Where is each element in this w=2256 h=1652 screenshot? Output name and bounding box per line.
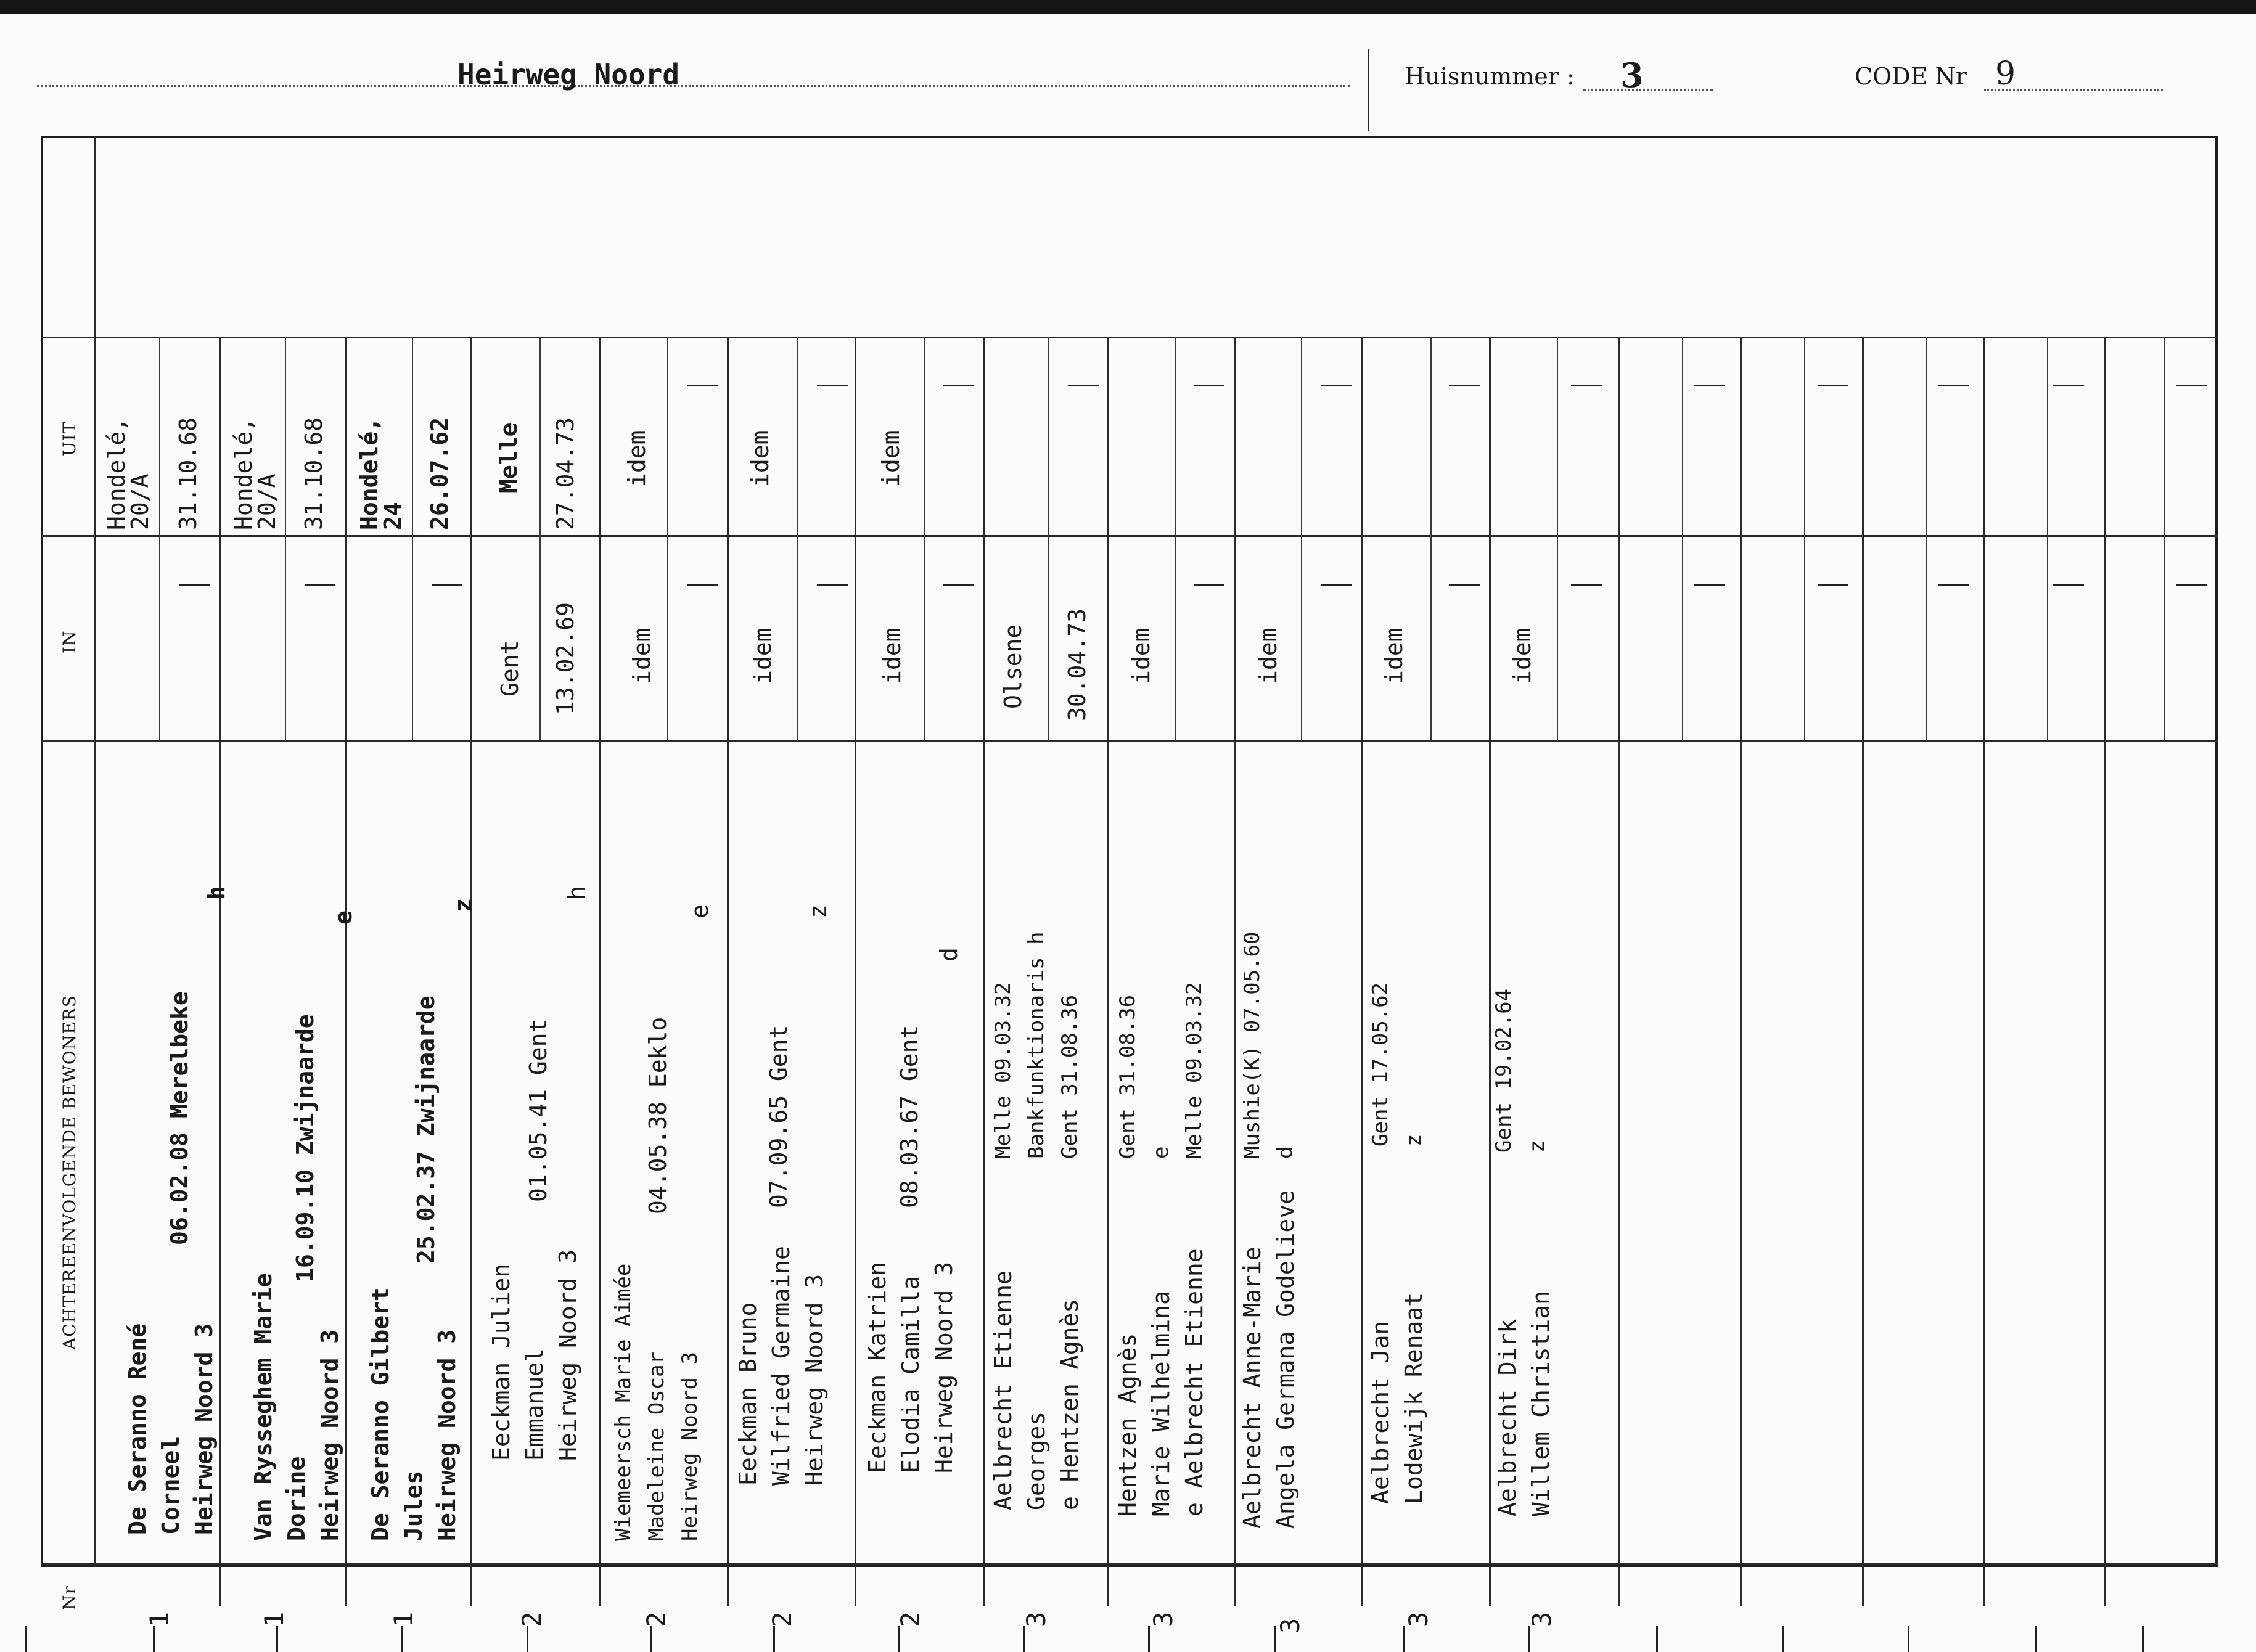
birth-info: 08.03.67 Gent: [896, 1024, 923, 1208]
gender-mark: z: [449, 898, 477, 912]
in-date: 13.02.69: [552, 602, 579, 715]
resident-name: Aelbrecht Etienne Georges e Hentzen Agnès: [990, 1270, 1083, 1510]
sub-divider: [1048, 337, 1049, 740]
sub-divider: [412, 337, 413, 740]
resident-name: Aelbrecht Dirk Willem Christian: [1494, 1290, 1554, 1516]
empty-dash: [1571, 385, 1602, 386]
empty-dash: [817, 584, 848, 586]
house-number-label: Huisnummer :: [1405, 63, 1575, 90]
sub-divider: [1926, 337, 1927, 740]
birth-info: 06.02.08 Merelbeke: [166, 991, 193, 1245]
resident-name: Eeckman Katrien Elodia Camilla Heirweg Noord 3: [864, 1261, 958, 1473]
empty-dash: [179, 584, 210, 586]
record-nr: 2: [641, 1611, 671, 1627]
out-place: Melle: [495, 422, 522, 493]
code-value: 9: [1995, 55, 2016, 92]
sub-divider: [797, 337, 798, 740]
sub-divider: [1175, 337, 1176, 740]
sub-divider: [924, 337, 925, 740]
record-nr: 3: [1275, 1617, 1305, 1634]
record-nr: 3: [1148, 1611, 1178, 1627]
house-number-underline: [1583, 89, 1713, 91]
empty-dash: [943, 385, 974, 386]
bottom-tick: [153, 1626, 155, 1652]
empty-dash: [1938, 385, 1969, 386]
sub-divider: [667, 337, 668, 740]
bottom-tick: [1656, 1626, 1658, 1652]
bottom-tick: [1908, 1626, 1909, 1652]
bottom-tick: [25, 1626, 27, 1652]
bottom-tick: [1403, 1626, 1405, 1652]
record-nr: 3: [1527, 1611, 1557, 1627]
in-place: Olsene: [999, 624, 1027, 709]
record-nr: 2: [517, 1611, 547, 1627]
in-place: idem: [1128, 628, 1155, 684]
bottom-tick: [1148, 1626, 1150, 1652]
sub-divider: [1682, 337, 1683, 740]
record-nr: 3: [1403, 1611, 1434, 1627]
bottom-tick: [1274, 1626, 1276, 1652]
in-top-rule: [41, 535, 2218, 537]
bottom-tick: [527, 1626, 528, 1652]
empty-dash: [1694, 584, 1725, 586]
bottom-tick: [1782, 1626, 1784, 1652]
in-place: idem: [1509, 628, 1536, 684]
col-divider: [599, 337, 601, 1606]
empty-dash: [2176, 385, 2207, 386]
record-nr: 3: [1021, 1611, 1051, 1627]
out-place: idem: [623, 430, 650, 487]
header-strip-divider: [94, 136, 96, 1567]
col-header-uit: UIT: [59, 421, 80, 456]
in-place: idem: [1255, 628, 1282, 684]
birth-info: 07.09.65 Gent: [765, 1024, 792, 1208]
resident-name: Wiemeersch Marie Aimée Madeleine Oscar Heirweg Noord 3: [611, 1263, 702, 1541]
birth-info: Gent 19.02.64 z: [1491, 988, 1549, 1153]
col-divider: [855, 337, 856, 1606]
empty-dash: [1818, 385, 1848, 386]
birth-info: 01.05.41 Gent: [525, 1018, 552, 1202]
record-nr: 1: [388, 1611, 419, 1627]
birth-info: Melle 09.03.32 Bankfunktionaris h Gent 31.08.36: [991, 931, 1082, 1159]
empty-dash: [1938, 584, 1969, 586]
empty-dash: [1818, 584, 1848, 586]
birth-info: Gent 17.05.62 z: [1368, 982, 1426, 1147]
col-divider: [1740, 337, 1742, 1606]
code-label: CODE Nr: [1855, 63, 1967, 90]
empty-dash: [1321, 385, 1352, 386]
gender-mark: z: [805, 904, 832, 918]
bottom-tick: [650, 1626, 652, 1652]
col-header-nr: Nr: [59, 1585, 80, 1610]
empty-dash: [1194, 385, 1224, 386]
record-nr: 2: [895, 1611, 925, 1627]
out-date: 31.10.68: [300, 417, 327, 530]
resident-name: Aelbrecht Jan Lodewijk Renaat: [1367, 1292, 1427, 1504]
bottom-tick: [773, 1626, 775, 1652]
empty-dash: [1449, 385, 1480, 386]
gender-mark: e: [686, 904, 713, 918]
sub-divider: [285, 337, 286, 740]
out-date: 27.04.73: [552, 417, 579, 530]
sub-divider: [539, 337, 541, 740]
empty-dash: [817, 385, 848, 386]
empty-dash: [2176, 584, 2207, 586]
col-divider: [470, 337, 472, 1606]
sub-divider: [2164, 337, 2165, 740]
birth-info: 04.05.38 Eeklo: [644, 1016, 671, 1214]
sub-divider: [159, 337, 160, 740]
empty-dash: [687, 584, 718, 586]
resident-name: De Seranno Gilbert Jules Heirweg Noord 3: [367, 1287, 461, 1541]
sub-divider: [1301, 337, 1302, 740]
empty-dash: [943, 584, 974, 586]
col-divider: [1983, 337, 1985, 1606]
resident-name: De Seranno René Corneel Heirweg Noord 3: [124, 1323, 218, 1535]
sub-divider: [1804, 337, 1805, 740]
birth-info: Gent 31.08.36 e Melle 09.03.32: [1115, 982, 1207, 1159]
empty-dash: [1068, 385, 1099, 386]
col-divider: [1107, 337, 1109, 1606]
residents-top-rule: [41, 740, 2218, 742]
house-number-value: 3: [1620, 55, 1644, 95]
out-date: 31.10.68: [174, 417, 202, 530]
bottom-tick: [1023, 1626, 1025, 1652]
empty-dash: [2053, 385, 2084, 386]
empty-dash: [2053, 584, 2084, 586]
empty-dash: [1194, 584, 1224, 586]
in-place: idem: [749, 628, 776, 684]
birth-info: Mushie(K) 07.05.60 d: [1240, 931, 1298, 1159]
out-place: Hondelé, 20/A: [230, 417, 281, 530]
nr-top-rule: [41, 1563, 2218, 1565]
resident-name: Eeckman Bruno Wilfried Germaine Heirweg Noord 3: [734, 1246, 828, 1486]
gender-mark: e: [330, 910, 357, 925]
bottom-tick: [1528, 1626, 1530, 1652]
col-divider: [2104, 337, 2106, 1606]
birth-info: 25.02.37 Zwijnaarde: [412, 996, 440, 1264]
col-divider: [1361, 337, 1363, 1606]
empty-dash: [305, 584, 335, 586]
resident-name: Van Rysseghem Marie Dorine Heirweg Noord 3: [250, 1273, 343, 1541]
out-place: idem: [747, 430, 774, 487]
in-place: idem: [879, 628, 906, 684]
bottom-tick: [2035, 1626, 2037, 1652]
in-date: 30.04.73: [1064, 608, 1091, 721]
in-place: idem: [1380, 628, 1408, 684]
empty-dash: [1571, 584, 1602, 586]
uit-top-rule: [41, 337, 2218, 338]
street-underline: [37, 85, 1350, 87]
out-place: Hondelé, 20/A: [103, 417, 154, 530]
col-header-residents: ACHTEREENVOLGENDE BEWONERS: [59, 995, 80, 1350]
sub-divider: [1557, 337, 1558, 740]
bottom-tick: [2142, 1626, 2144, 1652]
col-divider: [983, 337, 985, 1606]
col-divider: [1618, 337, 1620, 1606]
gender-mark: h: [203, 886, 230, 900]
out-place: idem: [877, 430, 904, 487]
resident-name: Hentzen Agnès Marie Wilhelmina e Aelbrecht Etienne: [1114, 1248, 1208, 1516]
resident-name: Eeckman Julien Emmanuel Heirweg Noord 3: [488, 1249, 581, 1461]
record-nr: 1: [144, 1611, 174, 1627]
empty-dash: [687, 385, 718, 386]
birth-info: 16.09.10 Zwijnaarde: [292, 1014, 319, 1282]
in-place: Gent: [496, 640, 523, 697]
empty-dash: [432, 584, 462, 586]
header-divider: [1368, 49, 1369, 131]
resident-name: Aelbrecht Anne-Marie Angela Germana Godelieve: [1239, 1190, 1299, 1529]
col-header-in: IN: [59, 630, 80, 653]
out-date: 26.07.62: [426, 417, 453, 530]
record-nr: 1: [259, 1611, 289, 1627]
gender-mark: d: [935, 947, 962, 962]
bottom-tick: [898, 1626, 900, 1652]
bottom-tick: [401, 1626, 403, 1652]
sub-divider: [1430, 337, 1432, 740]
street-name: Heirweg Noord: [457, 58, 680, 91]
gender-mark: h: [563, 886, 590, 900]
col-divider: [727, 337, 729, 1606]
empty-dash: [1694, 385, 1725, 386]
col-divider: [1862, 337, 1864, 1606]
out-place: Hondelé, 24: [356, 417, 406, 530]
scan-top-border: [0, 0, 2256, 14]
in-place: idem: [628, 628, 655, 684]
record-nr: 2: [767, 1611, 797, 1627]
bottom-tick: [276, 1626, 278, 1652]
empty-dash: [1449, 584, 1480, 586]
empty-dash: [1321, 584, 1352, 586]
sub-divider: [2047, 337, 2048, 740]
